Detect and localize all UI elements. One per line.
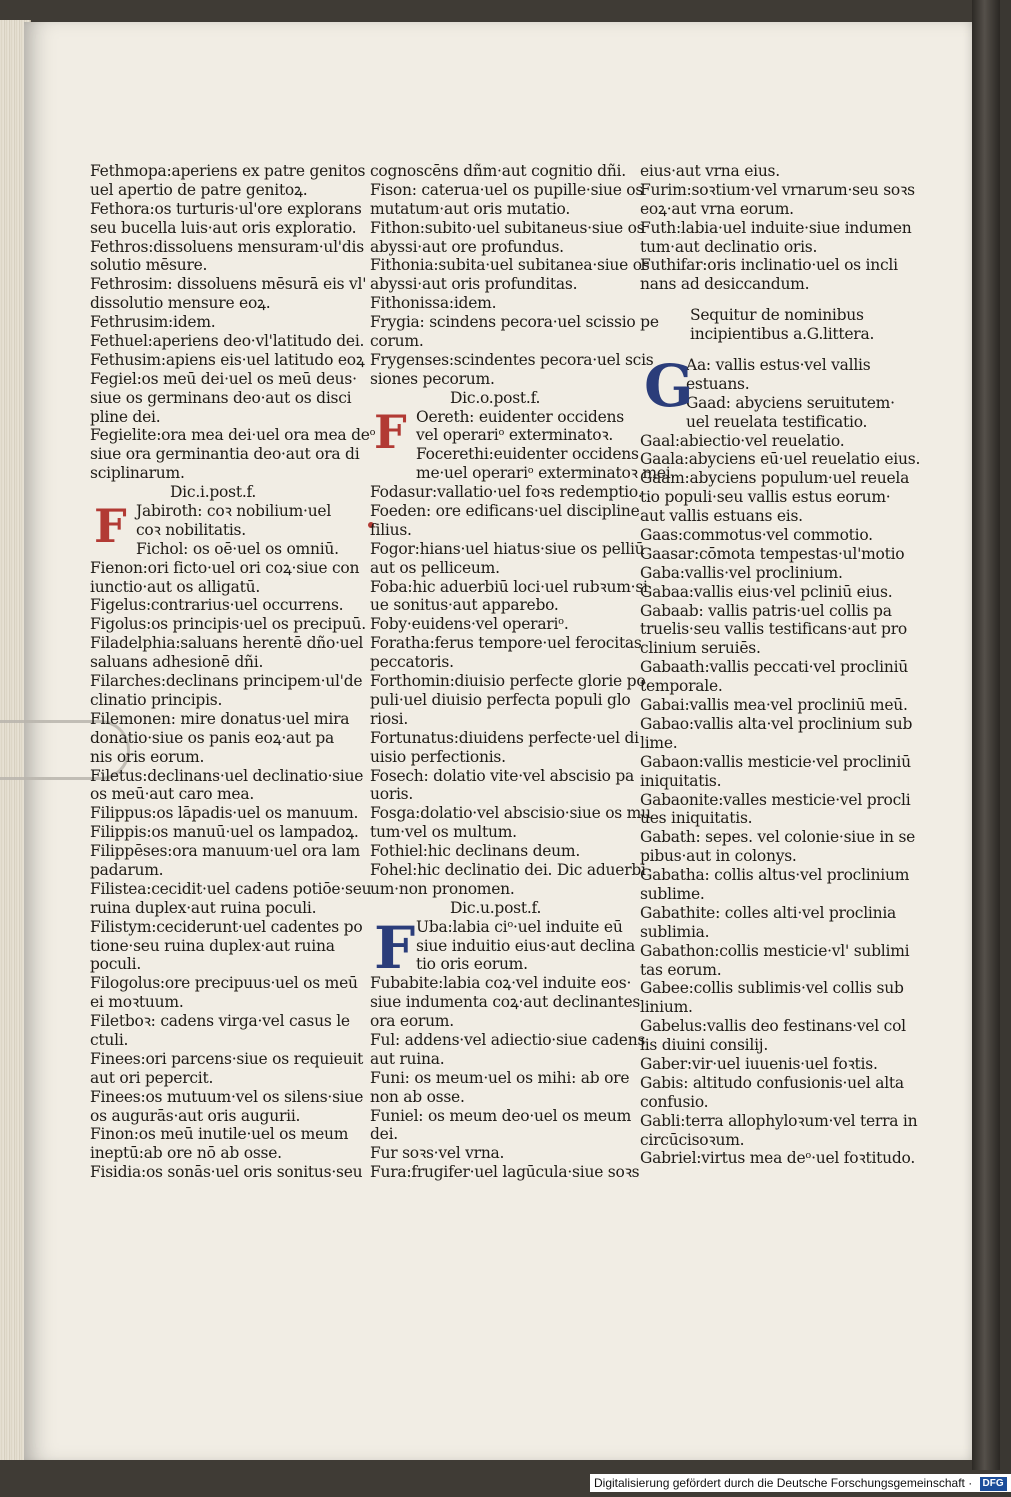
text-line: Funiel: os meum deo·uel os meum (370, 1106, 632, 1125)
text-line: Frygia: scindens pecora·uel scissio pe (370, 313, 659, 332)
text-line: cognoscēns dñm·aut cognitio dñi. (370, 162, 626, 180)
text-line: circūcisoꝛum. (640, 1130, 745, 1149)
text-line: Fosga:dolatio·vel abscisio·siue os mu (370, 804, 651, 823)
text-line: filius. (370, 520, 412, 539)
text-line: iunctio·aut os alligatū. (90, 577, 261, 596)
text-line: um·non pronomen. (370, 879, 515, 898)
text-line: sublimia. (640, 922, 710, 941)
text-line: dei. (370, 1125, 398, 1144)
column-2-initial-block-a (370, 404, 676, 484)
text-line: Furim:soꝛtium·vel vrnarum·seu soꝛs (640, 180, 915, 199)
text-line: Fubabite:labia coꝝ·vel induite eos· (370, 974, 632, 993)
text-line: Fothiel:hic declinans deum. (370, 842, 581, 861)
text-line: ue sonitus·aut apparebo. (370, 596, 559, 615)
text-line: os augurās·aut oris augurii. (90, 1106, 301, 1125)
text-line: siones pecorum. (370, 369, 495, 388)
text-line: Filadelphia:saluans herentē dño·uel (90, 634, 364, 653)
text-line: donatio·siue os panis eoꝝ·aut pa (90, 728, 335, 747)
text-line: Fison: caterua·uel os pupille·siue os (370, 180, 644, 199)
column-3-initial-block (640, 352, 910, 432)
text-line: Jabiroth: coꝛ nobilium·uel (136, 502, 332, 521)
text-line: siue induitio eius·aut declina (416, 936, 636, 955)
text-line: abyssi·aut oris profunditas. (370, 275, 578, 294)
text-line: tas eorum. (640, 960, 722, 979)
text-line: me·uel operariᵒ exterminatoꝛ mei. (416, 464, 676, 483)
text-line: Gabli:terra allophyloꝛum·vel terra in (640, 1111, 918, 1130)
column-2-lines-a (370, 162, 659, 408)
text-line: Dic.o.post.f. (450, 388, 541, 407)
section-heading (640, 306, 910, 344)
text-line: Fosech: dolatio vite·vel abscisio pa (370, 766, 635, 785)
text-line: Futh:labia·uel induite·siue indumen (640, 218, 912, 237)
text-line: Uba:labia ciᵒ·uel induite eū (416, 917, 623, 936)
text-line: Filetboꝛ: cadens virga·vel casus le (90, 1012, 350, 1031)
text-line: Filarches:declinans principem·ul'de (90, 672, 363, 691)
text-line: Filistea:cecidit·uel cadens potiōe·seu (90, 879, 372, 898)
text-line: Gabelus:vallis deo festinans·vel col (640, 1017, 906, 1036)
funding-footer (590, 1474, 1011, 1492)
text-line: mutatum·aut oris mutatio. (370, 199, 571, 218)
text-line: Fethusim:apiens eis·uel latitudo eoꝝ (90, 350, 365, 369)
text-line: clinatio principis. (90, 690, 223, 709)
text-line: Filogolus:ore precipuus·uel os meū (90, 974, 358, 993)
text-line: aut ruina. (370, 1049, 445, 1068)
text-line: linium. (640, 998, 693, 1017)
funding-text: Digitalisierung gefördert durch die Deutsche Forschungsgemeinschaft · (594, 1476, 973, 1490)
text-line: Figelus:contrarius·uel occurrens. (90, 596, 344, 615)
text-line: Gaam:abyciens populum·uel reuela (640, 469, 910, 488)
text-line: Gaasar:cōmota tempestas·ul'motio (640, 544, 905, 563)
text-line: Fithon:subito·uel subitaneus·siue os (370, 218, 645, 237)
text-line: Ful: addens·vel adiectio·siue cadens (370, 1030, 646, 1049)
text-line: Fethrusim:idem. (90, 313, 216, 332)
text-line: Frygenses:scindentes pecora·uel scis (370, 350, 654, 369)
text-line: seu bucella luis·aut oris exploratio. (90, 218, 357, 237)
text-line: uel apertio de patre genitoꝝ. (90, 180, 308, 199)
text-line: sciplinarum. (90, 464, 185, 483)
text-line: Fegiel:os meū dei·uel os meū deus· (90, 369, 357, 388)
text-line: Gaala:abyciens eū·uel reuelatio eius. (640, 450, 921, 469)
column-1-initial-lines (90, 499, 362, 559)
text-line: ora eorum. (370, 1012, 454, 1031)
text-line: Gaba:vallis·vel proclinium. (640, 563, 843, 582)
text-line: Filippis:os manuū·uel os lampadoꝝ. (90, 823, 359, 842)
text-line: tum·aut declinatio oris. (640, 237, 818, 256)
column-3-lines-b (640, 431, 921, 1169)
text-line: Sequitur de nominibus (690, 306, 864, 325)
text-line: Fethora:os turturis·ul'ore explorans (90, 199, 362, 218)
text-line: Focerethi:euidenter occidens (416, 445, 639, 464)
text-line: Gabatha: collis altus·vel proclinium (640, 866, 910, 885)
text-line: Filippēses:ora manuum·uel ora lam (90, 842, 360, 861)
text-line: Foeden: ore edificans·uel discipline (370, 502, 640, 521)
text-line: coꝛ nobilitatis. (136, 520, 246, 539)
text-line: tum·vel os multum. (370, 823, 517, 842)
text-line: Fura:frugifer·uel lagūcula·siue soꝛs (370, 1163, 640, 1182)
text-line: Fichol: os oē·uel os omniū. (136, 539, 339, 558)
text-line: Futhifar:oris inclinatio·uel os incli (640, 256, 898, 275)
text-line: clinium seruiēs. (640, 639, 761, 658)
initial-letter-red: F (374, 404, 407, 459)
text-line: Fodasur:vallatio·uel foꝛs redemptio. (370, 483, 643, 502)
text-line: Gabath: sepes. vel colonie·siue in se (640, 828, 916, 847)
text-line: corum. (370, 332, 424, 351)
column-1-lines-a (90, 162, 376, 502)
text-line: Aa: vallis estus·vel vallis (686, 356, 871, 375)
text-line: Gabaa:vallis eius·vel pcliniū eius. (640, 582, 893, 601)
text-line: Gabathon:collis mesticie·vl' sublimi (640, 941, 910, 960)
text-line: peccatoris. (370, 653, 454, 672)
text-line: saluans adhesionē dñi. (90, 653, 264, 672)
text-line: tione·seu ruina duplex·aut ruina (90, 936, 335, 955)
text-line: Figolus:os principis·uel os precipuū. (90, 615, 366, 634)
text-line: nis oris eorum. (90, 747, 205, 766)
text-line: Finon:os meū inutile·uel os meum (90, 1125, 349, 1144)
text-line: Fethros:dissoluens mensuram·ul'dis (90, 237, 364, 256)
text-line: eius·aut vrna eius. (640, 162, 780, 180)
text-line: estuans. (686, 374, 750, 393)
text-line: solutio mēsure. (90, 256, 208, 275)
initial-letter-red: F (94, 499, 127, 554)
text-line: uisio perfectionis. (370, 747, 506, 766)
text-line: sublime. (640, 884, 705, 903)
initial-letter-blue: F (374, 913, 415, 982)
text-line: os meū·aut caro mea. (90, 785, 255, 804)
text-line: Gaad: abyciens seruitutem· (686, 393, 895, 412)
text-column-1 (90, 162, 376, 1182)
text-line: Oereth: euidenter occidens (416, 407, 624, 426)
text-line: eoꝝ·aut vrna eorum. (640, 199, 794, 218)
text-line: Fohel:hic declinatio dei. Dic aduerbi (370, 860, 646, 879)
initial-letter-blue: G (644, 352, 694, 421)
text-line: riosi. (370, 709, 409, 728)
text-line: ctuli. (90, 1030, 129, 1049)
text-line: Fortunatus:diuidens perfecte·uel di (370, 728, 639, 747)
text-line: Gabaath:vallis peccati·vel procliniū (640, 658, 909, 677)
text-line: Fegielite:ora mea dei·uel ora mea deᵒ (90, 426, 376, 445)
text-line: Foratha:ferus tempore·uel ferocitas (370, 634, 642, 653)
text-line: uoris. (370, 785, 414, 804)
text-line: Foba:hic aduerbiū loci·uel rubꝛum·si (370, 577, 648, 596)
text-line: Finees:os mutuum·vel os silens·siue (90, 1087, 364, 1106)
text-line: Gabis: altitudo confusionis·uel alta (640, 1073, 904, 1092)
text-line: Gaas:commotus·vel commotio. (640, 526, 873, 545)
text-line: ei moꝛtuum. (90, 993, 184, 1012)
text-line: Fithonissa:idem. (370, 294, 497, 313)
column-3-lines-a (640, 162, 915, 294)
column-2-initial-block-b (370, 913, 638, 982)
text-line: padarum. (90, 860, 164, 879)
text-line: Fur soꝛs·vel vrna. (370, 1144, 505, 1163)
text-line: aut os pelliceum. (370, 558, 500, 577)
text-line: Dic.u.post.f. (450, 898, 542, 917)
text-line: Forthomin:diuisio perfecte glorie po (370, 672, 646, 691)
text-line: incipientibus a.G.littera. (690, 325, 875, 344)
text-line: temporale. (640, 677, 723, 696)
column-2-lines-b (370, 483, 651, 917)
dfg-logo[interactable]: DFG (980, 1477, 1007, 1491)
text-line: confusio. (640, 1092, 709, 1111)
text-line: siue os germinans deo·aut os disci (90, 388, 352, 407)
text-line: non ab osse. (370, 1087, 465, 1106)
text-line: Fethrosim: dissoluens mēsurā eis vl' (90, 275, 367, 294)
text-line: siue ora germinantia deo·aut ora di (90, 445, 360, 464)
text-line: Fogor:hians·uel hiatus·siue os pelliū (370, 539, 645, 558)
text-line: abyssi·aut ore profundus. (370, 237, 564, 256)
text-line: tio populi·seu vallis estus eorum· (640, 488, 891, 507)
text-line: pibus·aut in colonys. (640, 847, 797, 866)
text-line: Filippus:os lāpadis·uel os manuum. (90, 804, 359, 823)
text-line: ineptū:ab ore nō ab osse. (90, 1144, 282, 1163)
text-line: Dic.i.post.f. (170, 483, 257, 502)
text-line: tio oris eorum. (416, 955, 528, 974)
column-2-lines-c (370, 974, 646, 1182)
text-line: Fithonia:subita·uel subitanea·siue os (370, 256, 650, 275)
text-line: Filetus:declinans·uel declinatio·siue (90, 766, 364, 785)
text-column-3 (640, 162, 921, 1168)
text-line: Foby·euidens·vel operariᵒ. (370, 615, 569, 634)
text-line: Gabathite: colles alti·vel proclinia (640, 903, 897, 922)
text-line: Fethmopa:aperiens ex patre genitos (90, 162, 366, 180)
text-line: lis diuini consilij. (640, 1036, 769, 1055)
text-line: Gabriel:virtus mea deᵒ·uel foꝛtitudo. (640, 1149, 916, 1168)
text-line: Fienon:ori ficto·uel ori coꝝ·siue con (90, 558, 360, 577)
text-line: vel operariᵒ exterminatoꝛ. (416, 426, 614, 445)
text-line: dissolutio mensure eoꝝ. (90, 294, 271, 313)
text-line: ues iniquitatis. (640, 809, 753, 828)
column-1-lines-b (90, 558, 372, 1182)
text-line: Gabaab: vallis patris·uel collis pa (640, 601, 892, 620)
text-line: Fethuel:aperiens deo·vl'latitudo dei. (90, 332, 365, 351)
text-line: truelis·seu vallis testificans·aut pro (640, 620, 907, 639)
text-line: Gabao:vallis alta·vel proclinium sub (640, 714, 913, 733)
text-line: siue indumenta coꝝ·aut declinantes (370, 993, 641, 1012)
text-line: poculi. (90, 955, 142, 974)
text-line: Gabaonite:valles mesticie·vel procli (640, 790, 911, 809)
column-2-initial-lines-a (370, 404, 676, 484)
text-line: iniquitatis. (640, 771, 722, 790)
book-cover-edge (972, 0, 1000, 1470)
text-line: aut ori pepercit. (90, 1068, 214, 1087)
text-line: Funi: os meum·uel os mihi: ab ore (370, 1068, 630, 1087)
text-line: Filemonen: mire donatus·uel mira (90, 709, 350, 728)
text-line: Gabaon:vallis mesticie·vel procliniū (640, 752, 911, 771)
text-line: Gabai:vallis mea·vel procliniū meū. (640, 696, 908, 715)
text-line: Finees:ori parcens·siue os requieuit (90, 1049, 364, 1068)
text-line: ruina duplex·aut ruina poculi. (90, 898, 317, 917)
text-line: aut vallis estuans eis. (640, 507, 803, 526)
text-line: pline dei. (90, 407, 161, 426)
text-line: Filistym:ceciderunt·uel cadentes po (90, 917, 363, 936)
text-line: Gabee:collis sublimis·vel collis sub (640, 979, 904, 998)
text-line: Fisidia:os sonās·uel oris sonitus·seu (90, 1163, 363, 1182)
text-line: Gaber:vir·uel iuuenis·uel foꝛtis. (640, 1054, 878, 1073)
text-line: nans ad desiccandum. (640, 275, 810, 294)
text-line: uel reuelata testificatio. (686, 412, 868, 431)
text-line: Gaal:abiectio·vel reuelatio. (640, 431, 845, 450)
column-1-initial-block (90, 499, 362, 559)
text-line: lime. (640, 733, 678, 752)
text-line: puli·uel diuisio perfecta populi glo (370, 690, 631, 709)
